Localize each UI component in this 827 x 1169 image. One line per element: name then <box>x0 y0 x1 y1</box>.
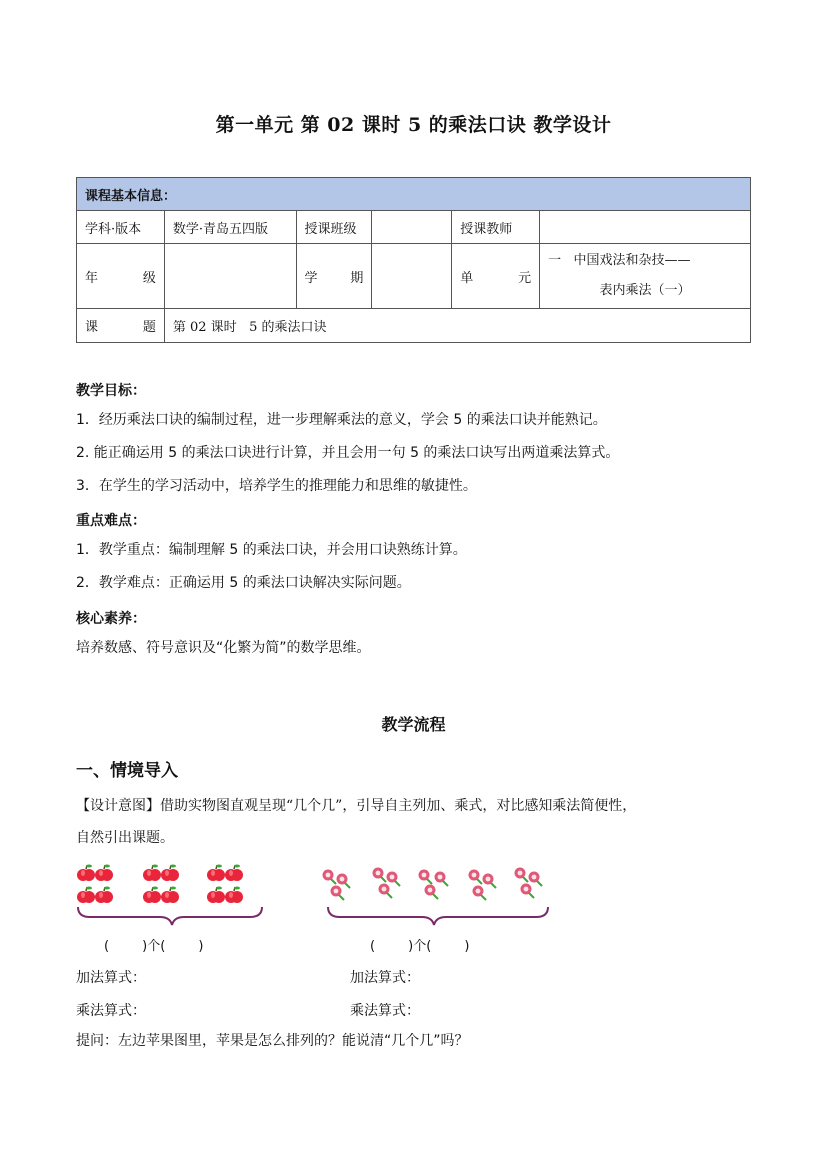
radish-group-1 <box>323 870 351 901</box>
radish-group-4 <box>469 870 497 901</box>
question-text: 提问：左边苹果图里，苹果是怎么排列的？能说清“几个几”吗？ <box>76 1033 469 1049</box>
section-heading: 一、情境导入 <box>76 761 178 781</box>
objective-item: 1．经历乘法口诀的编制过程，进一步理解乘法的意义，学会 5 的乘法口诀并能熟记。 <box>76 412 607 428</box>
apple-group-1 <box>77 865 113 904</box>
illustrations <box>70 855 570 955</box>
term-value <box>372 244 452 309</box>
table-header: 课程基本信息： <box>77 178 751 211</box>
grade-label: 年 级 <box>77 244 165 309</box>
apple-group-3 <box>207 865 243 904</box>
radish-group-3 <box>419 870 449 900</box>
literacy-section <box>76 606 756 665</box>
topic-label: 课 题 <box>77 309 165 343</box>
teacher-value <box>540 211 751 244</box>
teaching-flow-title: 教学流程 <box>381 715 446 734</box>
teacher-label: 授课教师 <box>452 211 540 244</box>
objective-item: 3．在学生的学习活动中，培养学生的推理能力和思维的敏捷性。 <box>76 478 477 494</box>
literacy-text: 培养数感、符号意识及“化繁为简”的数学思维。 <box>76 640 371 656</box>
class-label: 授课班级 <box>296 211 372 244</box>
left-count-blank: ( )个( ) <box>104 939 204 954</box>
grade-value <box>164 244 296 309</box>
add-formula-right: 加法算式： <box>350 970 420 986</box>
term-label: 学 期 <box>296 244 372 309</box>
apple-group-2 <box>143 865 179 904</box>
radish-group-2 <box>373 868 401 899</box>
objectives-section <box>76 378 756 503</box>
key-points-section <box>76 508 756 600</box>
unit-value: 一 中国戏法和杂技—— 表内乘法（一） <box>540 244 751 309</box>
mul-formula-left: 乘法算式： <box>76 1003 146 1019</box>
course-info-table <box>76 177 751 343</box>
add-formula-left: 加法算式： <box>76 970 146 986</box>
page-title: 第一单元 第 02 课时 5 的乘法口诀 教学设计 <box>215 114 612 136</box>
key-points-heading: 重点难点： <box>76 513 146 529</box>
mul-formula-right: 乘法算式： <box>350 1003 420 1019</box>
radish-group-5 <box>515 868 543 899</box>
left-brace <box>78 907 262 925</box>
key-point-item: 2．教学难点：正确运用 5 的乘法口诀解决实际问题。 <box>76 575 411 591</box>
class-value <box>372 211 452 244</box>
right-brace <box>328 907 548 925</box>
key-point-item: 1．教学重点：编制理解 5 的乘法口诀，并会用口诀熟练计算。 <box>76 542 467 558</box>
right-count-blank: ( )个( ) <box>370 939 470 954</box>
subject-value: 数学·青岛五四版 <box>164 211 296 244</box>
topic-value: 第 02 课时 5 的乘法口诀 <box>164 309 750 343</box>
subject-label: 学科·版本 <box>77 211 165 244</box>
objectives-heading: 教学目标： <box>76 383 146 399</box>
design-intent: 【设计意图】借助实物图直观呈现“几个几”，引导自主列加、乘式，对比感知乘法简便性， 自然引出课题。 <box>76 798 637 846</box>
literacy-heading: 核心素养： <box>76 611 146 627</box>
unit-label: 单 元 <box>452 244 540 309</box>
objective-item: 2. 能正确运用 5 的乘法口诀进行计算，并且会用一句 5 的乘法口诀写出两道乘法算式。 <box>76 445 620 461</box>
